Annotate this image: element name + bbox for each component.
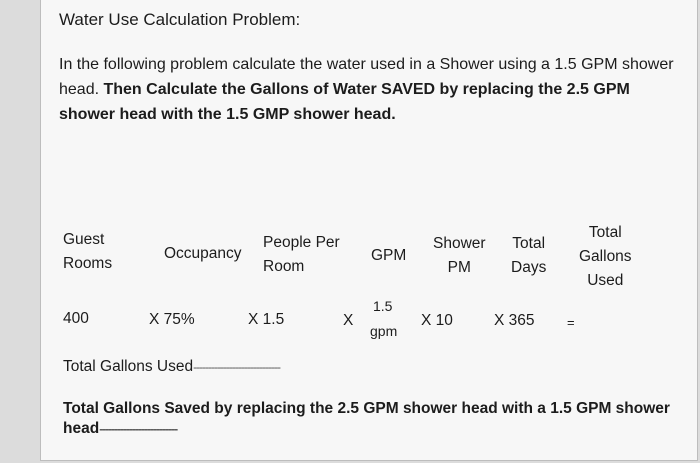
- header-total-gallons-line1: Total: [588, 224, 622, 241]
- total-saved-blank[interactable]: --------------------------: [99, 422, 178, 436]
- value-total-days: X 365: [494, 312, 535, 329]
- value-occupancy: X 75%: [149, 311, 195, 328]
- header-total-gallons-line2: Gallons: [579, 248, 632, 265]
- total-used-label: Total Gallons Used: [63, 358, 194, 375]
- header-total-gallons-used: [579, 221, 632, 293]
- problem-title: Water Use Calculation Problem:: [59, 10, 301, 29]
- header-guest-rooms: [63, 228, 112, 276]
- instructions-text: In the following problem calculate the water used in a Shower using a 1.5 GPM shower head.: [59, 56, 674, 98]
- header-people-per-room: [263, 231, 340, 279]
- total-saved-line: [63, 420, 177, 438]
- value-gpm-operator: X: [343, 312, 354, 329]
- header-shower-pm-line2: PM: [447, 259, 471, 276]
- value-gpm-unit: gpm: [370, 323, 398, 339]
- header-guest-rooms-line1: Guest: [63, 231, 105, 248]
- value-equals: =: [567, 315, 575, 330]
- value-people-per-room: X 1.5: [248, 311, 285, 328]
- total-used-blank[interactable]: -----------------------------: [193, 360, 280, 374]
- header-guest-rooms-line2: Rooms: [63, 255, 113, 272]
- header-shower-pm-line1: Shower: [433, 235, 486, 252]
- header-total-days-line2: Days: [511, 259, 547, 276]
- instructions-bold-text: Then Calculate the Gallons of Water SAVED by replacing the 2.5 GPM shower head with the 1.5 GMP shower head.: [59, 81, 630, 123]
- value-gpm-number: 1.5: [373, 298, 393, 314]
- worksheet-page: [40, 0, 698, 461]
- header-gpm: GPM: [371, 247, 407, 264]
- header-total-days: [511, 232, 546, 280]
- header-occupancy: Occupancy: [164, 245, 242, 262]
- total-used-line: [63, 358, 280, 376]
- problem-instructions: [59, 52, 679, 127]
- total-saved-label-cont: head: [63, 420, 100, 437]
- value-guest-rooms: 400: [63, 310, 89, 327]
- header-total-days-line1: Total: [512, 235, 546, 252]
- header-total-gallons-line3: Used: [587, 272, 624, 289]
- total-saved-label: Total Gallons Saved by replacing the 2.5 GPM shower head with a 1.5 GPM shower: [63, 400, 670, 417]
- header-people-per-line1: People Per: [263, 234, 340, 251]
- header-shower-pm: [433, 232, 486, 280]
- header-people-per-line2: Room: [263, 258, 305, 275]
- value-shower-pm: X 10: [421, 312, 453, 329]
